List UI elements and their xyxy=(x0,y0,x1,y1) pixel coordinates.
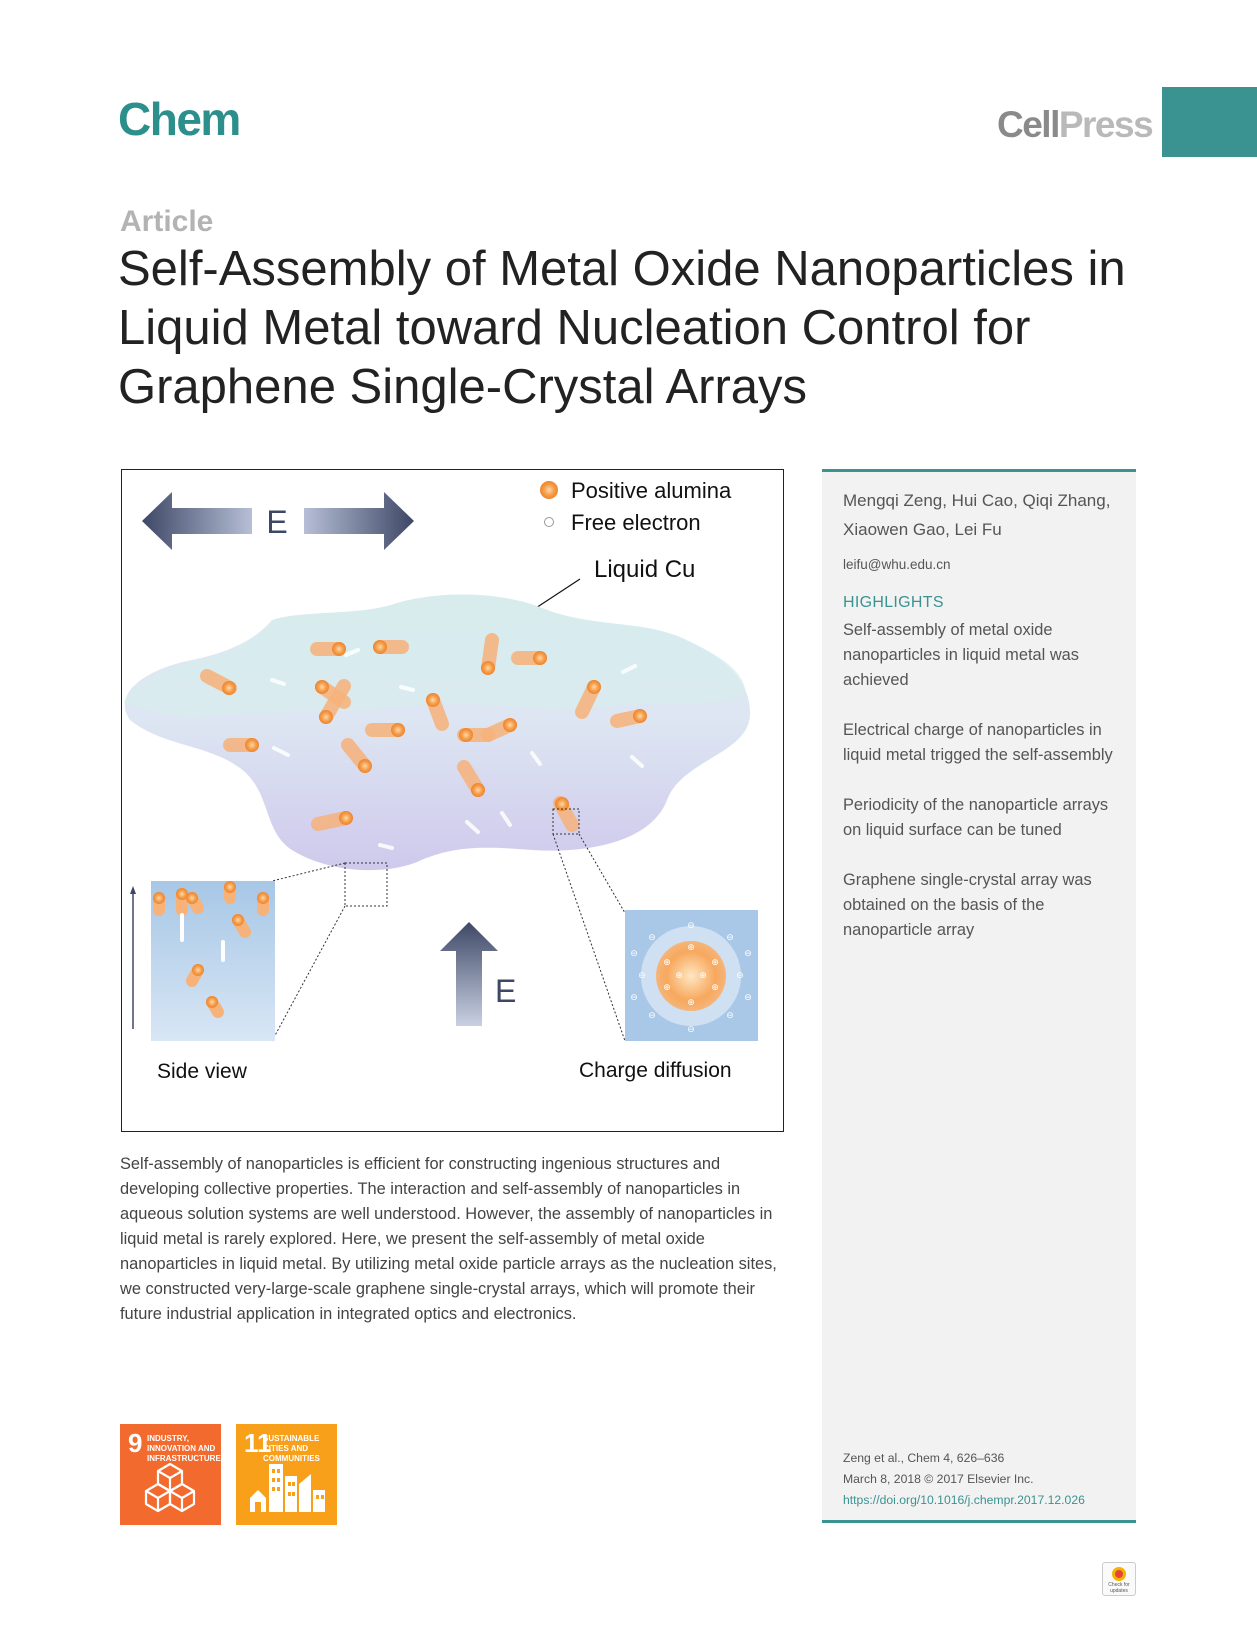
field-arrow-left xyxy=(142,492,252,550)
svg-text:⊖: ⊖ xyxy=(630,949,638,959)
zoom-leader xyxy=(579,834,625,913)
cubes-icon xyxy=(120,1424,221,1525)
publisher-logo: CellPress xyxy=(997,104,1153,145)
journal-logo: Chem xyxy=(118,93,240,145)
svg-text:⊕: ⊕ xyxy=(663,983,671,993)
sidebar xyxy=(822,469,1136,1523)
field-label-bottom: E xyxy=(495,973,517,1009)
graphical-abstract xyxy=(121,469,784,1132)
sdg-badge-9 xyxy=(120,1424,221,1525)
side-view-inset xyxy=(151,881,275,1041)
highlight-item: Self-assembly of metal oxide nanoparticles in liquid metal was achieved xyxy=(843,621,1079,689)
svg-text:⊖: ⊖ xyxy=(726,933,734,943)
doi-link[interactable]: https://doi.org/10.1016/j.chempr.2017.12.026 xyxy=(843,1493,1085,1507)
citation-line: March 8, 2018 © 2017 Elsevier Inc. xyxy=(843,1472,1034,1486)
highlights-heading: HIGHLIGHTS xyxy=(843,594,944,611)
charge-diffusion-label: Charge diffusion xyxy=(579,1059,732,1082)
side-view-axis-head xyxy=(130,886,136,894)
svg-text:⊕: ⊕ xyxy=(711,983,719,993)
citation xyxy=(843,1448,1085,1511)
svg-text:⊕: ⊕ xyxy=(711,958,719,968)
svg-text:⊕: ⊕ xyxy=(663,958,671,968)
sdg-label: INDUSTRY, INNOVATION AND INFRASTRUCTURE xyxy=(147,1434,221,1463)
check-for-updates-badge[interactable] xyxy=(1102,1562,1136,1596)
legend-positive-label: Positive alumina xyxy=(571,478,732,503)
field-label-top: E xyxy=(266,504,288,540)
citation-line: Zeng et al., Chem 4, 626–636 xyxy=(843,1451,1005,1465)
highlight-item: Electrical charge of nanoparticles in liquid metal trigged the self-assembly xyxy=(843,721,1113,764)
sdg-badge-11 xyxy=(236,1424,337,1525)
legend-electron-label: Free electron xyxy=(571,510,701,535)
svg-text:⊖: ⊖ xyxy=(726,1011,734,1021)
highlight-item: Graphene single-crystal array was obtained on the basis of the nanoparticle array xyxy=(843,871,1092,939)
svg-text:⊖: ⊖ xyxy=(648,933,656,943)
liquid-cu-label: Liquid Cu xyxy=(594,556,696,583)
svg-text:⊖: ⊖ xyxy=(638,971,646,981)
highlight-item: Periodicity of the nanoparticle arrays on liquid surface can be tuned xyxy=(843,796,1109,839)
zoom-leader xyxy=(553,834,625,1041)
svg-text:⊕: ⊕ xyxy=(687,943,695,953)
svg-text:⊖: ⊖ xyxy=(744,993,752,1003)
field-arrow-up xyxy=(440,922,498,1026)
abstract-text: Self-assembly of nanoparticles is efficient for constructing ingenious structures and developing collective properties. The interaction and self-assembly of nanoparticles in aqueous solution systems are well understood. However, the assembly of nanoparticles in liquid metal is rarely explored. Here, we present the self-assembly of metal oxide nanoparticles in liquid metal. By utilizing metal oxide particle arrays as the nucleation sites, we constructed very-large-scale graphene single-crystal arrays, which will promote their future industrial application in integrated optics and electronics. xyxy=(120,1155,777,1323)
corner-tab xyxy=(1162,87,1257,157)
svg-text:⊖: ⊖ xyxy=(744,949,752,959)
sdg-number: 11 xyxy=(244,1428,272,1458)
author-list: Mengqi Zeng, Hui Cao, Qiqi Zhang, Xiaowen Gao, Lei Fu xyxy=(843,491,1111,539)
legend-electron-icon xyxy=(545,518,554,527)
sdg-label: SUSTAINABLE CITIES AND COMMUNITIES xyxy=(263,1434,320,1463)
city-icon xyxy=(236,1424,337,1525)
field-arrow-right xyxy=(304,492,414,550)
highlights-list xyxy=(843,618,1128,968)
svg-text:⊖: ⊖ xyxy=(648,1011,656,1021)
svg-text:⊖: ⊖ xyxy=(687,921,695,931)
svg-text:⊖: ⊖ xyxy=(736,971,744,981)
sdg-number: 9 xyxy=(128,1428,143,1458)
article-type: Article xyxy=(120,205,214,238)
side-view-label: Side view xyxy=(157,1060,247,1083)
svg-text:⊕: ⊕ xyxy=(699,971,707,981)
check-updates-icon xyxy=(1112,1567,1126,1581)
svg-text:⊖: ⊖ xyxy=(630,993,638,1003)
svg-text:⊖: ⊖ xyxy=(687,1025,695,1035)
page-title: Self-Assembly of Metal Oxide Nanoparticles in Liquid Metal toward Nucleation Control for Graphene Single-Crystal Arrays xyxy=(118,242,1126,414)
legend-particle-icon xyxy=(540,481,558,499)
check-updates-label: Check for updates xyxy=(1108,1582,1130,1594)
zoom-leader xyxy=(272,906,345,1041)
svg-text:⊕: ⊕ xyxy=(675,971,683,981)
svg-text:⊕: ⊕ xyxy=(687,998,695,1008)
corresponding-email[interactable]: leifu@whu.edu.cn xyxy=(843,557,951,572)
